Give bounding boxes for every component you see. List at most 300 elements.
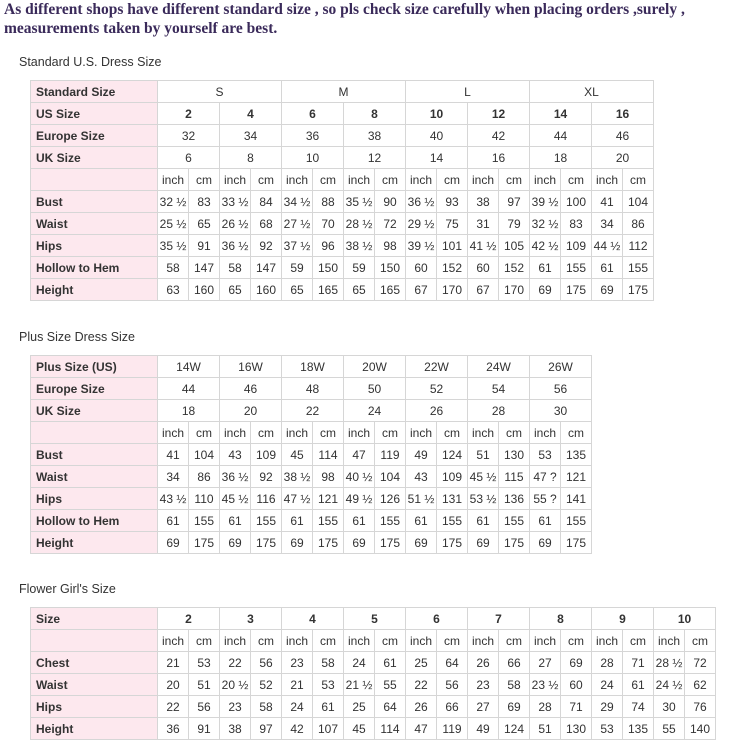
table-cell: 119 — [437, 718, 468, 740]
table-cell: 86 — [623, 213, 654, 235]
table-cell: 8 — [344, 103, 406, 125]
table-cell: 33 ½ — [220, 191, 251, 213]
table-cell: 30 — [530, 400, 592, 422]
row-label: Europe Size — [31, 125, 158, 147]
unit-header: cm — [375, 422, 406, 444]
table-cell: 47 ? — [530, 466, 561, 488]
table-cell: 61 — [375, 652, 406, 674]
unit-header: inch — [468, 630, 499, 652]
table-cell: 31 — [468, 213, 499, 235]
unit-header: cm — [189, 630, 220, 652]
table-row — [31, 444, 592, 466]
table-row — [31, 81, 654, 103]
table-cell: 92 — [251, 466, 282, 488]
table-cell: 40 ½ — [344, 466, 375, 488]
table-cell: 55 — [375, 674, 406, 696]
unit-header: cm — [313, 630, 344, 652]
size-header: 7 — [468, 608, 530, 630]
table-cell: 69 — [158, 532, 189, 554]
unit-header: inch — [468, 169, 499, 191]
table-row — [31, 103, 654, 125]
table-cell: 64 — [437, 652, 468, 674]
table-cell: 16W — [220, 356, 282, 378]
table-cell: 4 — [220, 103, 282, 125]
table-row — [31, 257, 654, 279]
unit-header: inch — [344, 422, 375, 444]
unit-header: inch — [344, 169, 375, 191]
unit-header: inch — [158, 169, 189, 191]
table-cell: 35 ½ — [158, 235, 189, 257]
unit-header: cm — [251, 630, 282, 652]
table-row — [31, 466, 592, 488]
unit-header: inch — [406, 630, 437, 652]
table-cell: 34 ½ — [282, 191, 313, 213]
table-cell: 27 — [530, 652, 561, 674]
table-cell: 20 — [220, 400, 282, 422]
unit-header: inch — [344, 630, 375, 652]
table-cell: 47 — [406, 718, 437, 740]
unit-header: inch — [158, 630, 189, 652]
table-cell: 61 — [530, 257, 561, 279]
unit-header: cm — [375, 630, 406, 652]
table-cell: 155 — [499, 510, 530, 532]
table-cell: 37 ½ — [282, 235, 313, 257]
table-cell: 34 — [592, 213, 623, 235]
table-cell: 60 — [468, 257, 499, 279]
table-cell: 61 — [282, 510, 313, 532]
table-cell: 100 — [561, 191, 592, 213]
table-cell: 75 — [437, 213, 468, 235]
table-cell: 39 ½ — [406, 235, 437, 257]
table-cell: 27 ½ — [282, 213, 313, 235]
table-row — [31, 213, 654, 235]
table-cell: 115 — [499, 466, 530, 488]
table-cell: 147 — [251, 257, 282, 279]
table-cell: 23 — [282, 652, 313, 674]
table-cell: 69 — [592, 279, 623, 301]
table-cell: 44 — [158, 378, 220, 400]
table-cell: 32 ½ — [158, 191, 189, 213]
table-cell: 65 — [220, 279, 251, 301]
table-cell: 26W — [530, 356, 592, 378]
table-cell: 69 — [561, 652, 592, 674]
table-cell: 35 ½ — [344, 191, 375, 213]
table-cell: 51 ½ — [406, 488, 437, 510]
table-cell: 141 — [561, 488, 592, 510]
row-label: Hips — [31, 488, 158, 510]
standard-size-table — [30, 80, 654, 301]
unit-header: inch — [468, 422, 499, 444]
table-cell: 64 — [375, 696, 406, 718]
table-cell: 110 — [189, 488, 220, 510]
unit-header: inch — [530, 422, 561, 444]
table-cell: 49 — [468, 718, 499, 740]
table-cell: 155 — [313, 510, 344, 532]
table-row — [31, 400, 592, 422]
table-cell: 26 — [406, 696, 437, 718]
row-label: Chest — [31, 652, 158, 674]
unit-header: inch — [530, 630, 561, 652]
table-cell: 72 — [375, 213, 406, 235]
unit-header: cm — [499, 422, 530, 444]
table-cell: 44 — [530, 125, 592, 147]
table-cell: 130 — [499, 444, 530, 466]
row-label: Height — [31, 718, 158, 740]
table-cell: 29 — [592, 696, 623, 718]
table-cell: 38 ½ — [282, 466, 313, 488]
table-cell: 10 — [282, 147, 344, 169]
table-cell: 136 — [499, 488, 530, 510]
standard-size-title: Standard U.S. Dress Size — [19, 55, 162, 69]
table-cell: 124 — [499, 718, 530, 740]
table-cell: 65 — [344, 279, 375, 301]
table-row — [31, 652, 716, 674]
unit-header: cm — [437, 422, 468, 444]
table-cell: 109 — [561, 235, 592, 257]
table-cell: 107 — [313, 718, 344, 740]
table-cell: 51 — [530, 718, 561, 740]
table-row — [31, 422, 592, 444]
table-cell: 16 — [468, 147, 530, 169]
table-cell: 29 ½ — [406, 213, 437, 235]
table-cell: 72 — [685, 652, 716, 674]
table-cell: 59 — [344, 257, 375, 279]
table-cell: 45 — [282, 444, 313, 466]
table-cell: 60 — [561, 674, 592, 696]
table-cell: 47 ½ — [282, 488, 313, 510]
table-cell: 135 — [623, 718, 654, 740]
table-row — [31, 718, 716, 740]
size-header: 6 — [406, 608, 468, 630]
table-row — [31, 674, 716, 696]
table-cell: 135 — [561, 444, 592, 466]
table-cell: 175 — [561, 532, 592, 554]
table-cell: 119 — [375, 444, 406, 466]
table-cell: 53 — [530, 444, 561, 466]
table-cell: 48 — [282, 378, 344, 400]
table-cell: 36 ½ — [220, 466, 251, 488]
row-label: US Size — [31, 103, 158, 125]
table-cell: 58 — [313, 652, 344, 674]
table-cell: 12 — [468, 103, 530, 125]
table-cell: 62 — [685, 674, 716, 696]
unit-header: cm — [437, 169, 468, 191]
table-cell: 76 — [685, 696, 716, 718]
table-row — [31, 630, 716, 652]
table-row — [31, 356, 592, 378]
plus-size-table — [30, 355, 592, 554]
unit-header: inch — [406, 422, 437, 444]
row-label: Waist — [31, 674, 158, 696]
table-cell: 28 — [530, 696, 561, 718]
table-cell: 91 — [189, 235, 220, 257]
table-cell: 40 — [406, 125, 468, 147]
table-cell: 150 — [313, 257, 344, 279]
table-cell: 42 ½ — [530, 235, 561, 257]
table-cell: 155 — [251, 510, 282, 532]
size-group-header: M — [282, 81, 406, 103]
table-cell: 114 — [313, 444, 344, 466]
row-label: Hollow to Hem — [31, 257, 158, 279]
table-cell: 152 — [437, 257, 468, 279]
table-cell: 68 — [251, 213, 282, 235]
size-header: 2 — [158, 608, 220, 630]
table-cell: 36 — [282, 125, 344, 147]
table-cell: 43 ½ — [158, 488, 189, 510]
table-cell: 147 — [189, 257, 220, 279]
table-cell: 52 — [251, 674, 282, 696]
table-cell: 38 ½ — [344, 235, 375, 257]
table-row — [31, 235, 654, 257]
table-cell: 104 — [189, 444, 220, 466]
table-cell: 28 ½ — [344, 213, 375, 235]
size-notice: As different shops have different standard size , so pls check size carefully when placing orders ,surely , measurements taken by yourself are best. — [4, 1, 685, 37]
table-cell: 92 — [251, 235, 282, 257]
table-cell: 47 — [344, 444, 375, 466]
table-cell: 23 — [468, 674, 499, 696]
unit-header: cm — [251, 422, 282, 444]
table-cell: 53 ½ — [468, 488, 499, 510]
table-cell: 114 — [375, 718, 406, 740]
table-cell: 26 — [406, 400, 468, 422]
table-cell: 20 ½ — [220, 674, 251, 696]
table-cell: 45 — [344, 718, 375, 740]
table-cell: 88 — [313, 191, 344, 213]
plus-size-title: Plus Size Dress Size — [19, 330, 136, 344]
row-label: UK Size — [31, 400, 158, 422]
row-label: Bust — [31, 191, 158, 213]
table-cell: 109 — [251, 444, 282, 466]
row-label: UK Size — [31, 147, 158, 169]
table-cell: 27 — [468, 696, 499, 718]
table-cell: 98 — [313, 466, 344, 488]
table-cell: 175 — [499, 532, 530, 554]
table-cell: 51 — [468, 444, 499, 466]
table-cell: 91 — [189, 718, 220, 740]
unit-header: cm — [499, 169, 530, 191]
table-cell: 22 — [282, 400, 344, 422]
table-cell: 155 — [561, 510, 592, 532]
table-cell: 93 — [437, 191, 468, 213]
table-row — [31, 510, 592, 532]
size-header: 4 — [282, 608, 344, 630]
row-label: Height — [31, 279, 158, 301]
table-cell: 71 — [623, 652, 654, 674]
table-cell: 165 — [375, 279, 406, 301]
table-cell: 58 — [251, 696, 282, 718]
table-row — [31, 169, 654, 191]
table-cell: 41 — [158, 444, 189, 466]
table-cell: 58 — [158, 257, 189, 279]
table-cell: 160 — [189, 279, 220, 301]
table-cell: 6 — [158, 147, 220, 169]
table-cell: 86 — [189, 466, 220, 488]
size-header: 5 — [344, 608, 406, 630]
table-cell: 52 — [406, 378, 468, 400]
table-cell: 18 — [158, 400, 220, 422]
table-cell: 165 — [313, 279, 344, 301]
table-row — [31, 147, 654, 169]
table-cell: 83 — [561, 213, 592, 235]
table-cell: 175 — [189, 532, 220, 554]
table-cell: 155 — [189, 510, 220, 532]
table-cell: 71 — [561, 696, 592, 718]
table-cell: 24W — [468, 356, 530, 378]
table-cell: 34 — [220, 125, 282, 147]
unit-header: cm — [313, 169, 344, 191]
table-cell: 14 — [406, 147, 468, 169]
table-cell: 21 — [282, 674, 313, 696]
table-cell: 63 — [158, 279, 189, 301]
table-cell: 30 — [654, 696, 685, 718]
size-group-header: L — [406, 81, 530, 103]
table-cell: 39 ½ — [530, 191, 561, 213]
table-cell: 69 — [530, 279, 561, 301]
table-cell: 49 — [406, 444, 437, 466]
table-cell: 155 — [561, 257, 592, 279]
table-cell: 67 — [406, 279, 437, 301]
table-cell: 25 — [406, 652, 437, 674]
table-cell: 26 — [468, 652, 499, 674]
table-cell: 59 — [282, 257, 313, 279]
size-group-header: XL — [530, 81, 654, 103]
table-cell: 175 — [437, 532, 468, 554]
table-cell: 56 — [189, 696, 220, 718]
table-cell: 42 — [282, 718, 313, 740]
table-row — [31, 125, 654, 147]
table-cell: 20 — [592, 147, 654, 169]
size-header: 9 — [592, 608, 654, 630]
unit-header: cm — [561, 630, 592, 652]
table-cell: 175 — [313, 532, 344, 554]
table-cell: 38 — [220, 718, 251, 740]
row-label: Hollow to Hem — [31, 510, 158, 532]
size-header: 8 — [530, 608, 592, 630]
table-cell: 65 — [189, 213, 220, 235]
unit-header: inch — [592, 169, 623, 191]
table-cell: 26 ½ — [220, 213, 251, 235]
unit-header: inch — [158, 422, 189, 444]
table-cell: 44 ½ — [592, 235, 623, 257]
table-cell: 50 — [344, 378, 406, 400]
table-cell: 56 — [437, 674, 468, 696]
table-cell: 69 — [499, 696, 530, 718]
table-cell: 55 ? — [530, 488, 561, 510]
table-cell: 124 — [437, 444, 468, 466]
table-cell: 24 ½ — [654, 674, 685, 696]
table-cell: 121 — [561, 466, 592, 488]
unit-header: inch — [282, 169, 313, 191]
table-cell: 160 — [251, 279, 282, 301]
table-cell: 65 — [282, 279, 313, 301]
unit-header: inch — [220, 169, 251, 191]
row-label: Hips — [31, 235, 158, 257]
table-cell: 25 — [344, 696, 375, 718]
size-header: 10 — [654, 608, 716, 630]
table-cell: 56 — [251, 652, 282, 674]
table-cell: 46 — [220, 378, 282, 400]
table-cell: 61 — [592, 257, 623, 279]
table-cell: 28 — [592, 652, 623, 674]
table-cell: 90 — [375, 191, 406, 213]
table-cell: 66 — [499, 652, 530, 674]
unit-header: cm — [251, 169, 282, 191]
table-cell: 96 — [313, 235, 344, 257]
row-label: Standard Size — [31, 81, 158, 103]
table-cell: 36 ½ — [406, 191, 437, 213]
unit-header: cm — [561, 169, 592, 191]
table-cell: 130 — [561, 718, 592, 740]
table-cell: 36 ½ — [220, 235, 251, 257]
table-cell: 24 — [344, 400, 406, 422]
flower-girl-size-title: Flower Girl's Size — [19, 582, 116, 596]
row-label: Size — [31, 608, 158, 630]
table-cell: 69 — [530, 532, 561, 554]
table-cell: 45 ½ — [468, 466, 499, 488]
table-cell: 61 — [158, 510, 189, 532]
table-cell: 16 — [592, 103, 654, 125]
table-cell: 22 — [406, 674, 437, 696]
unit-header: inch — [282, 422, 313, 444]
table-cell: 97 — [499, 191, 530, 213]
table-cell: 116 — [251, 488, 282, 510]
table-cell: 23 ½ — [530, 674, 561, 696]
unit-header: cm — [313, 422, 344, 444]
table-cell: 112 — [623, 235, 654, 257]
unit-header: cm — [561, 422, 592, 444]
table-row — [31, 378, 592, 400]
table-cell: 22 — [220, 652, 251, 674]
table-cell: 46 — [592, 125, 654, 147]
table-cell: 24 — [282, 696, 313, 718]
table-cell: 34 — [158, 466, 189, 488]
table-cell: 38 — [468, 191, 499, 213]
table-cell: 121 — [313, 488, 344, 510]
row-label: Height — [31, 532, 158, 554]
table-cell: 175 — [251, 532, 282, 554]
table-cell: 53 — [313, 674, 344, 696]
size-group-header: S — [158, 81, 282, 103]
table-cell: 67 — [468, 279, 499, 301]
row-label — [31, 630, 158, 652]
table-cell: 2 — [158, 103, 220, 125]
table-cell: 126 — [375, 488, 406, 510]
unit-header: inch — [220, 422, 251, 444]
table-cell: 170 — [499, 279, 530, 301]
table-cell: 22W — [406, 356, 468, 378]
table-cell: 24 — [592, 674, 623, 696]
table-cell: 170 — [437, 279, 468, 301]
table-row — [31, 488, 592, 510]
table-row — [31, 191, 654, 213]
unit-header: cm — [189, 422, 220, 444]
table-cell: 41 ½ — [468, 235, 499, 257]
table-row — [31, 608, 716, 630]
table-cell: 24 — [344, 652, 375, 674]
table-cell: 84 — [251, 191, 282, 213]
table-cell: 45 ½ — [220, 488, 251, 510]
table-cell: 32 ½ — [530, 213, 561, 235]
table-cell: 69 — [220, 532, 251, 554]
table-cell: 60 — [406, 257, 437, 279]
row-label: Europe Size — [31, 378, 158, 400]
table-cell: 79 — [499, 213, 530, 235]
table-cell: 61 — [468, 510, 499, 532]
table-cell: 101 — [437, 235, 468, 257]
unit-header: cm — [623, 630, 654, 652]
table-cell: 38 — [344, 125, 406, 147]
table-cell: 51 — [189, 674, 220, 696]
